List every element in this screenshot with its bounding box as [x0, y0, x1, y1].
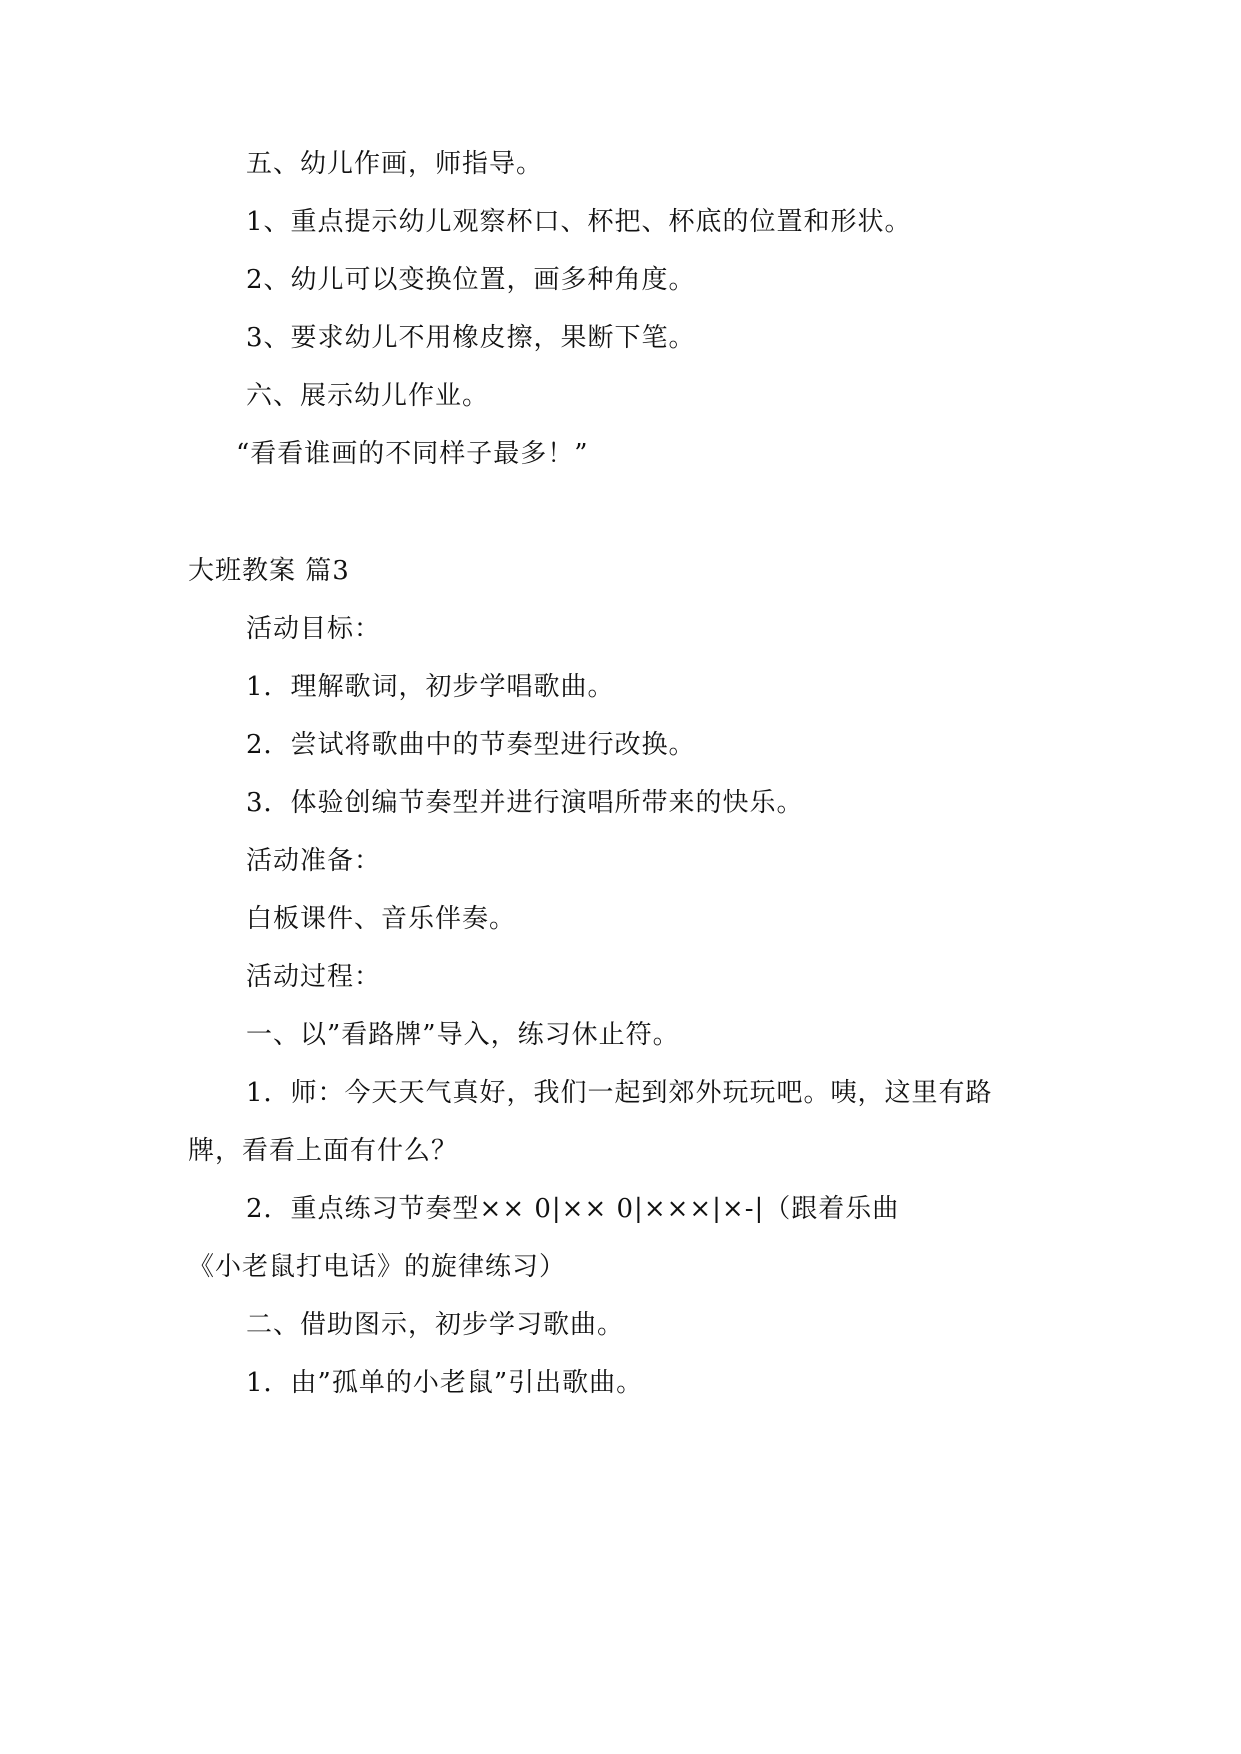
part1-item1-line2: 牌，看看上面有什么？ [188, 1136, 459, 1166]
prep-label: 活动准备： [246, 846, 382, 876]
step5-item-3: 3、要求幼儿不用橡皮擦，果断下笔。 [246, 323, 696, 353]
goal-item-1: 1．理解歌词，初步学唱歌曲。 [246, 672, 615, 702]
process-label: 活动过程： [246, 962, 382, 992]
part1-item1-line1: 1．师：今天天气真好，我们一起到郊外玩玩吧。咦，这里有路 [246, 1078, 993, 1108]
goal-item-2: 2．尝试将歌曲中的节奏型进行改换。 [246, 730, 696, 760]
lesson-title: 大班教案 篇3 [188, 556, 350, 586]
part1-item2-line2: 《小老鼠打电话》的旋律练习） [188, 1252, 567, 1282]
quote-line: “看看谁画的不同样子最多！” [236, 439, 589, 469]
part1-title: 一、以”看路牌”导入，练习休止符。 [246, 1020, 680, 1050]
step5-item-2: 2、幼儿可以变换位置，画多种角度。 [246, 265, 696, 295]
prep-text: 白板课件、音乐伴奏。 [246, 904, 517, 934]
step6-heading: 六、展示幼儿作业。 [246, 381, 490, 411]
part2-item1: 1．由”孤单的小老鼠”引出歌曲。 [246, 1368, 644, 1398]
part1-item2-line1: 2．重点练习节奏型×× 0|×× 0|×××|×-|（跟着乐曲 [246, 1194, 900, 1224]
goals-label: 活动目标： [246, 614, 382, 644]
step5-item-1: 1、重点提示幼儿观察杯口、杯把、杯底的位置和形状。 [246, 207, 912, 237]
part2-title: 二、借助图示，初步学习歌曲。 [246, 1310, 625, 1340]
step5-heading: 五、幼儿作画，师指导。 [246, 149, 544, 179]
goal-item-3: 3．体验创编节奏型并进行演唱所带来的快乐。 [246, 788, 804, 818]
